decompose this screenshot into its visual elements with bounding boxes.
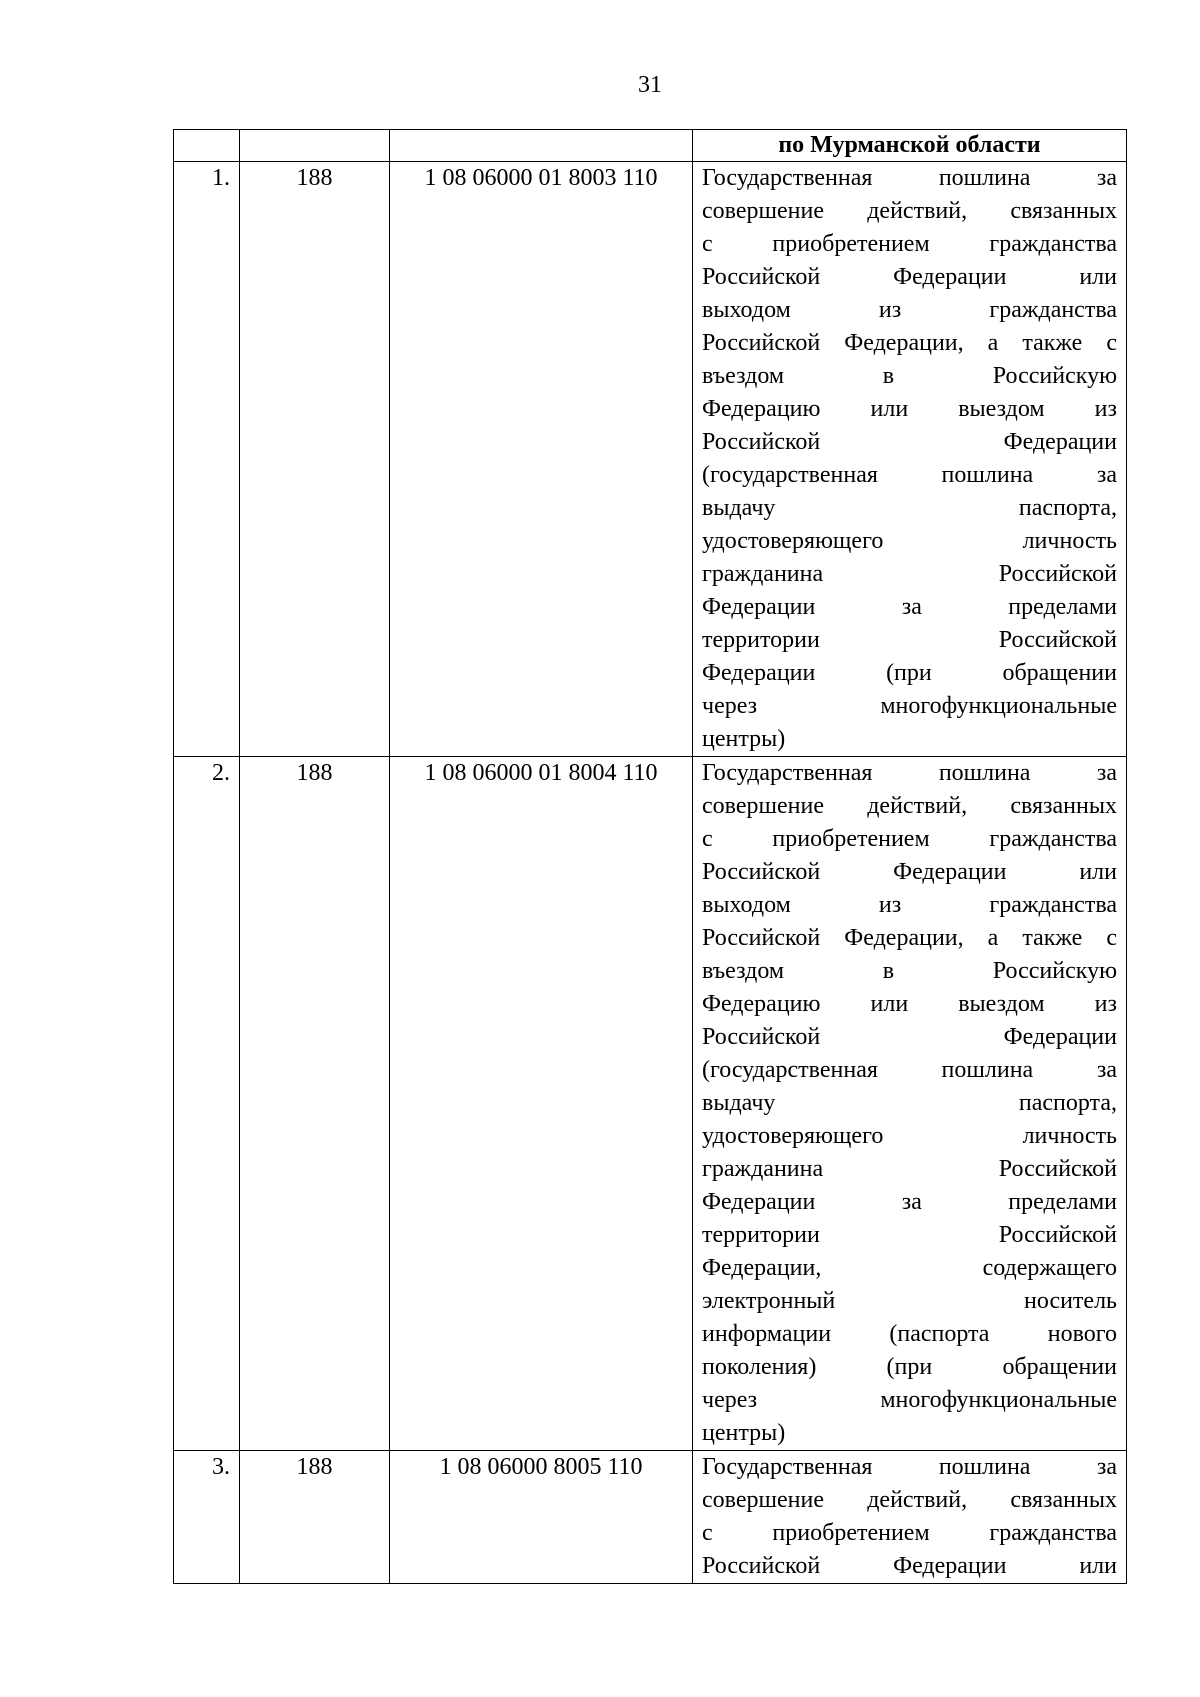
description-line: Федерации (при обращении bbox=[702, 660, 1117, 686]
fee-description bbox=[693, 162, 1127, 757]
empty-cell bbox=[390, 130, 693, 162]
description-line: территории Российской bbox=[702, 1222, 1117, 1248]
description-line: информации (паспорта нового bbox=[702, 1321, 1117, 1347]
description-line: Российской Федерации bbox=[702, 429, 1117, 455]
description-line: Федерации за пределами bbox=[702, 1189, 1117, 1215]
description-line: гражданина Российской bbox=[702, 561, 1117, 587]
row-number: 1. bbox=[174, 162, 240, 757]
budget-classification-code: 1 08 06000 01 8004 110 bbox=[390, 757, 693, 1451]
description-line: выходом из гражданства bbox=[702, 297, 1117, 323]
description-line: с приобретением гражданства bbox=[702, 1520, 1117, 1546]
description-line: поколения) (при обращении bbox=[702, 1354, 1117, 1380]
table-row bbox=[174, 757, 1127, 1451]
description-line: Федерацию или выездом из bbox=[702, 991, 1117, 1017]
fee-table-body bbox=[174, 130, 1127, 1584]
description-line: Российской Федерации или bbox=[702, 1553, 1117, 1579]
description-line: центры) bbox=[702, 1420, 786, 1446]
description-line: (государственная пошлина за bbox=[702, 1057, 1117, 1083]
description-line: гражданина Российской bbox=[702, 1156, 1117, 1182]
admin-code: 188 bbox=[240, 757, 390, 1451]
fee-description bbox=[693, 757, 1127, 1451]
description-line: удостоверяющего личность bbox=[702, 1123, 1117, 1149]
budget-classification-code: 1 08 06000 8005 110 bbox=[390, 1451, 693, 1584]
description-line: через многофункциональные bbox=[702, 693, 1117, 719]
page-number: 31 bbox=[638, 72, 662, 98]
description-line: Российской Федерации bbox=[702, 1024, 1117, 1050]
description-line: с приобретением гражданства bbox=[702, 231, 1117, 257]
description-line: Государственная пошлина за bbox=[702, 760, 1117, 786]
row-number: 2. bbox=[174, 757, 240, 1451]
description-line: въездом в Российскую bbox=[702, 958, 1117, 984]
description-line: с приобретением гражданства bbox=[702, 826, 1117, 852]
description-line: через многофункциональные bbox=[702, 1387, 1117, 1413]
description-line: совершение действий, связанных bbox=[702, 1487, 1117, 1513]
description-line: выдачу паспорта, bbox=[702, 495, 1117, 521]
description-line: Государственная пошлина за bbox=[702, 165, 1117, 191]
description-line: Российской Федерации, а также с bbox=[702, 330, 1117, 356]
budget-classification-code: 1 08 06000 01 8003 110 bbox=[390, 162, 693, 757]
admin-code: 188 bbox=[240, 1451, 390, 1584]
description-line: территории Российской bbox=[702, 627, 1117, 653]
description-line: Федерацию или выездом из bbox=[702, 396, 1117, 422]
admin-code: 188 bbox=[240, 162, 390, 757]
description-line: Российской Федерации или bbox=[702, 264, 1117, 290]
region-header-row bbox=[174, 130, 1127, 162]
region-header: по Мурманской области bbox=[693, 130, 1127, 162]
description-line: (государственная пошлина за bbox=[702, 462, 1117, 488]
description-line: центры) bbox=[702, 726, 786, 752]
fee-table bbox=[173, 129, 1127, 1584]
description-line: Российской Федерации или bbox=[702, 859, 1117, 885]
row-number: 3. bbox=[174, 1451, 240, 1584]
description-line: Российской Федерации, а также с bbox=[702, 925, 1117, 951]
table-row bbox=[174, 162, 1127, 757]
description-line: электронный носитель bbox=[702, 1288, 1117, 1314]
description-line: совершение действий, связанных bbox=[702, 793, 1117, 819]
empty-cell bbox=[240, 130, 390, 162]
description-line: выдачу паспорта, bbox=[702, 1090, 1117, 1116]
description-line: совершение действий, связанных bbox=[702, 198, 1117, 224]
description-line: Государственная пошлина за bbox=[702, 1454, 1117, 1480]
empty-cell bbox=[174, 130, 240, 162]
description-line: Федерации, содержащего bbox=[702, 1255, 1117, 1281]
description-line: выходом из гражданства bbox=[702, 892, 1117, 918]
fee-description bbox=[693, 1451, 1127, 1584]
description-line: въездом в Российскую bbox=[702, 363, 1117, 389]
description-line: удостоверяющего личность bbox=[702, 528, 1117, 554]
description-line: Федерации за пределами bbox=[702, 594, 1117, 620]
table-row bbox=[174, 1451, 1127, 1584]
